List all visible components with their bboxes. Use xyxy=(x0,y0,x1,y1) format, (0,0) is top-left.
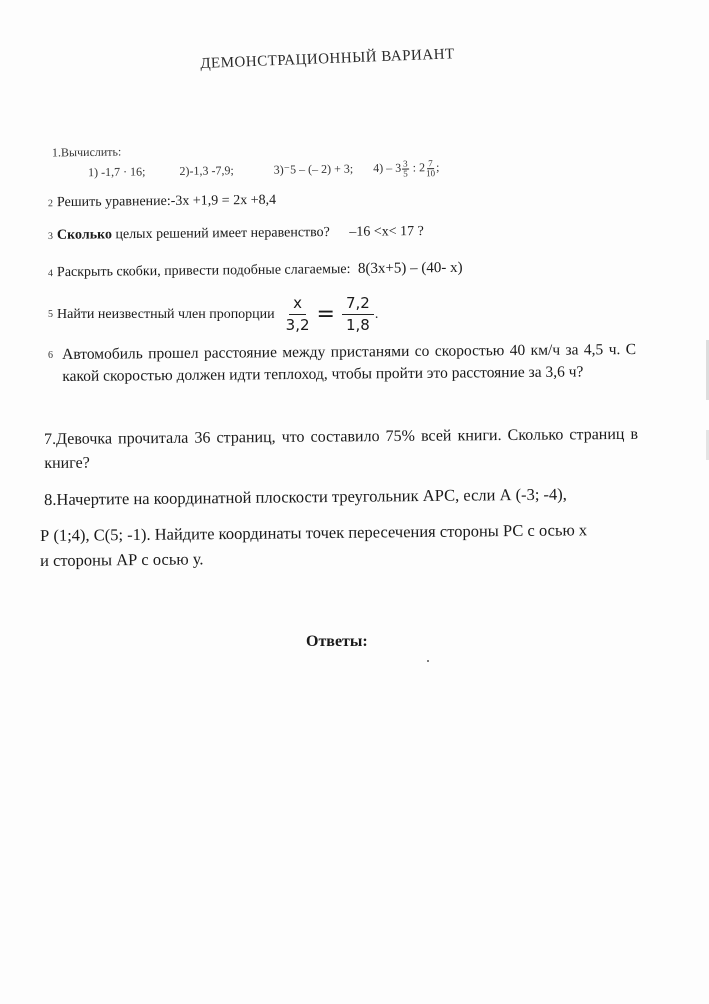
q8-line-2: Р (1;4), С(5; -1). Найдите координаты точек пересечения стороны РС с осью х xyxy=(40,520,588,545)
q4: 4 Раскрыть скобки, привести подобные слагаемые: 8(3х+5) – (40- х) xyxy=(47,259,463,281)
q4-text: Раскрыть скобки, привести подобные слагаемые: xyxy=(56,262,351,281)
q1-label: 1.Вычислить: xyxy=(51,144,122,160)
q1-item-d: 4) – 3 $\frac{3}{5}$ : 2 $\frac{7}{10}$ ; xyxy=(373,158,440,179)
scan-speck xyxy=(427,660,429,662)
q8-line-1: 8.Начертите на координатной плоскости треугольник АРС, если А (-3; -4), xyxy=(44,484,567,509)
q6-num: 6 xyxy=(48,350,53,361)
q2-text: Решить уравнение:-3х +1,9 = 2х +8,4 xyxy=(56,192,277,211)
fraction: $\frac{7}{10}$ xyxy=(426,158,436,179)
q5-text: Найти неизвестный член пропорции xyxy=(57,306,275,322)
q1-items xyxy=(88,159,440,183)
answers-heading: Ответы: xyxy=(306,633,368,650)
q1-item-c: 3)⁻5 – (– 2) + 3; xyxy=(273,161,354,177)
fraction: $\frac{3}{5}$ xyxy=(403,158,408,179)
q5: 5 Найти неизвестный член пропорции $\frac{x}{3,2}$ = $\frac{7,2}{1,8}$ . xyxy=(48,294,379,334)
q3: 3 Сколько целых решений имеет неравенство? –16 <x< 17 ? xyxy=(47,224,424,243)
q5-lhs-fraction: $\frac{x}{3,2}$ xyxy=(285,294,310,334)
q2: 2 Решить уравнение:-3х +1,9 = 2х +8,4 xyxy=(47,192,277,211)
q1-item-b: 2)-1,3 -7,9; xyxy=(179,163,234,178)
q6-text: Автомобиль прошел расстояние между пристанями со скоростью 40 км/ч за 4,5 ч. С какой скоростью должен идти теплоход, чтобы пройти это расстояние за 3,6 ч? xyxy=(62,340,637,385)
page-title: ДЕМОНСТРАЦИОННЫЙ ВАРИАНТ xyxy=(200,46,455,72)
q7-text: 7.Девочка прочитала 36 страниц, что составило 75% всей книги. Сколько страниц в книге? xyxy=(44,425,639,472)
q4-expr: 8(3х+5) – (40- х) xyxy=(357,259,463,277)
q5-rhs-fraction: $\frac{7,2}{1,8}$ xyxy=(342,296,374,333)
q1-item-a: 1) -1,7 · 16; xyxy=(88,164,146,180)
q3-expr: –16 <x< 17 ? xyxy=(349,224,424,240)
q3-text: целых решений имеет неравенство? xyxy=(111,225,330,243)
equals-sign: = xyxy=(316,302,335,327)
q8-line-3: и стороны АР с осью у. xyxy=(40,549,204,570)
